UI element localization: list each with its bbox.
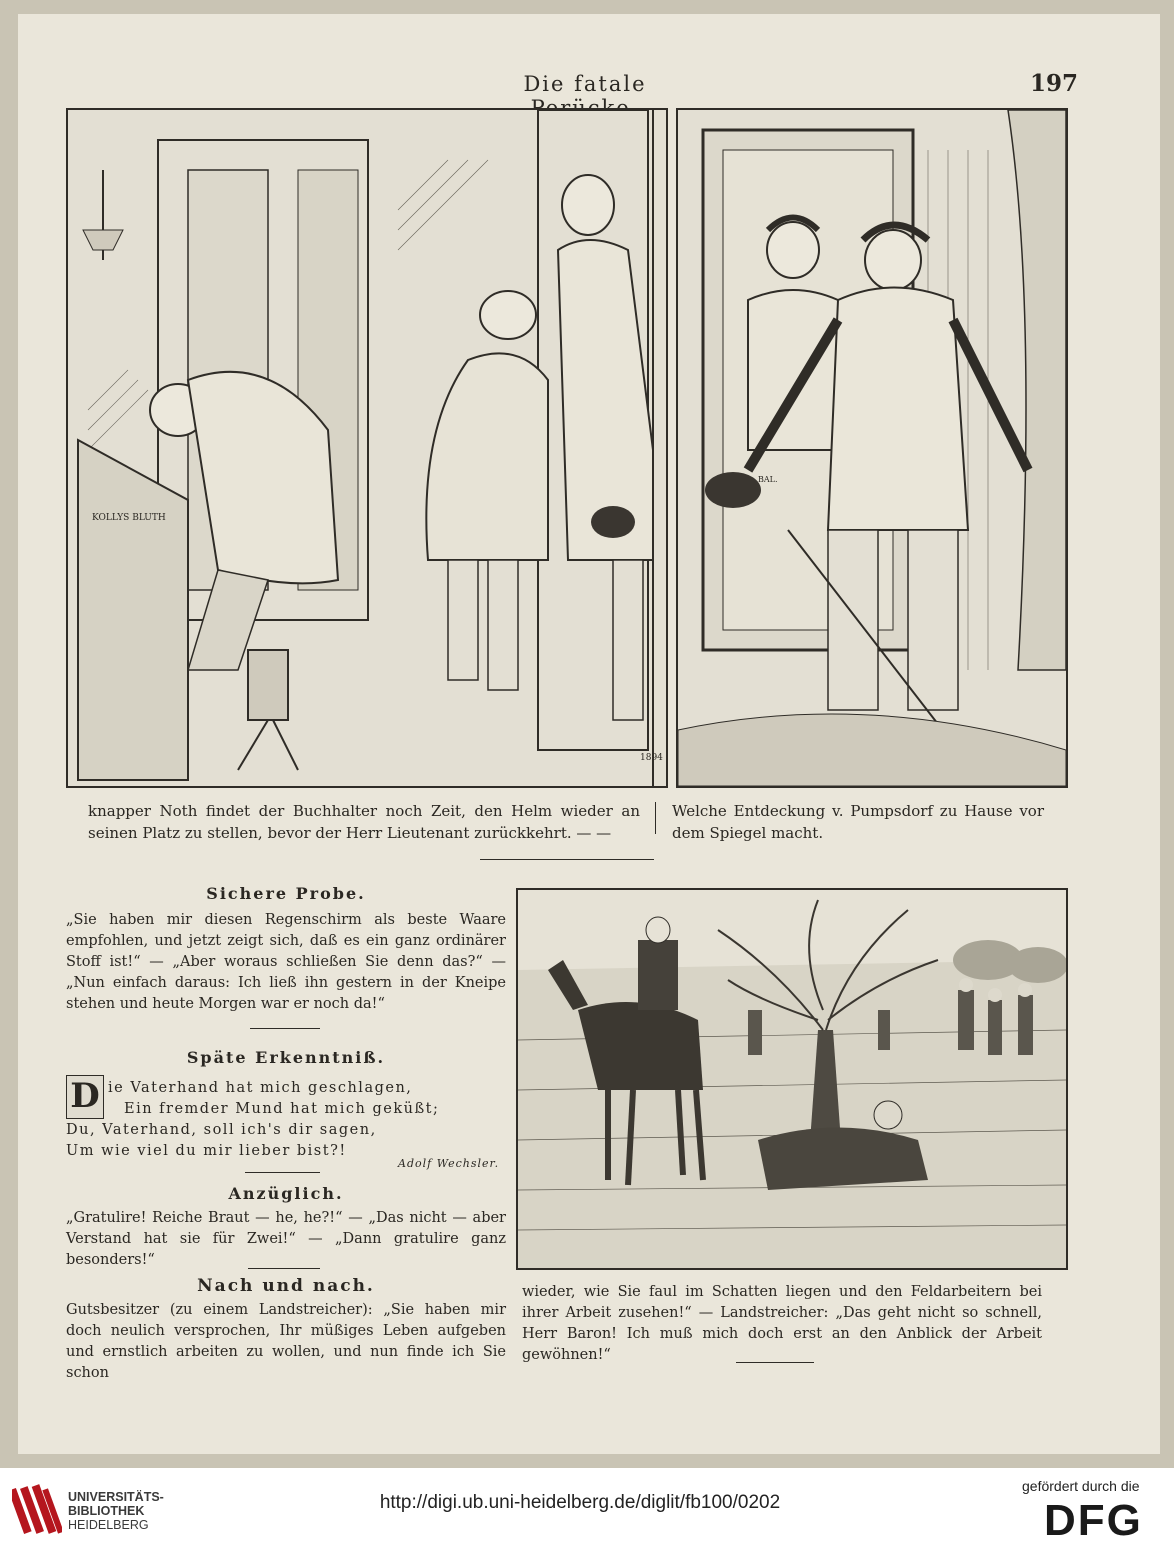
section-divider <box>250 1028 320 1029</box>
section-title-anzueglich: Anzüglich. <box>228 1184 344 1203</box>
section-text-anzueglich: „Gratulire! Reiche Braut — he, he?!“ — „Das nicht — aber Verstand hat sie für Zwei!“ — „Dann gratulire ganz besonders!“ <box>66 1210 506 1268</box>
poem-line: Ein fremder Mund hat mich geküßt; <box>124 1101 440 1117</box>
illustration-field-scene <box>516 888 1068 1270</box>
right-illustration-signature: BAL. <box>758 475 778 484</box>
library-logo-icon <box>12 1480 62 1540</box>
section-text-nach-und-nach-left: Gutsbesitzer (zu einem Landstreicher): „Sie haben mir doch neulich versprochen, Ihr müßiges Leben aufgeben und ernstlich arbeiten zu wollen, und nun finde ich Sie schon <box>66 1302 506 1381</box>
section-divider <box>736 1362 814 1363</box>
field-scene-drawing <box>518 890 1066 1268</box>
caption-divider <box>655 802 656 834</box>
source-url-link[interactable]: http://digi.ub.uni-heidelberg.de/diglit/fb100/0202 <box>379 1492 781 1513</box>
poem-line: Um wie viel du mir lieber bist?! <box>66 1143 347 1159</box>
poem-author: Adolf Wechsler. <box>398 1157 500 1170</box>
library-name-line: UNIVERSITÄTS- <box>68 1490 164 1504</box>
dfg-logo: DFG <box>1044 1496 1143 1545</box>
section-text-sichere-probe: „Sie haben mir diesen Regenschirm als beste Waare empfohlen, und jetzt zeigt sich, daß es ein ganz ordinärer Stoff ist!“ — „Aber woraus schließen Sie denn das?“ — „Nun einfach daraus: Ich ließ ihn gestern in der Kneipe stehen und heute Morgen war er noch da!“ <box>66 912 506 1012</box>
section-title-spaete-erkenntniss: Späte Erkenntniß. <box>186 1048 386 1067</box>
poem <box>66 1078 440 1162</box>
library-name-line: BIBLIOTHEK <box>68 1504 145 1518</box>
mirror-scene-drawing <box>678 110 1066 786</box>
section-title-nach-und-nach: Nach und nach. <box>197 1276 375 1296</box>
funded-by-label: gefördert durch die <box>1022 1478 1140 1494</box>
caption-right: Welche Entdeckung v. Pumpsdorf zu Hause vor dem Spiegel macht. <box>672 802 1044 842</box>
poem-dropcap: D <box>66 1075 104 1119</box>
section-divider <box>248 1268 320 1269</box>
poem-line: Du, Vaterhand, soll ich's dir sagen, <box>66 1122 377 1138</box>
library-name-line: HEIDELBERG <box>68 1518 149 1532</box>
illustration-office-scene <box>66 108 668 788</box>
library-name <box>68 1490 164 1532</box>
page-number: 197 <box>1030 70 1079 97</box>
ledger-label: KOLLYS BLUTH <box>92 513 166 523</box>
section-divider <box>245 1172 320 1173</box>
left-illustration-signature: 1894 <box>640 753 663 763</box>
section-divider <box>480 859 654 860</box>
illustration-mirror-scene <box>676 108 1068 788</box>
caption-left: knapper Noth findet der Buchhalter noch Zeit, den Helm wieder an seinen Platz zu stellen, bevor der Herr Lieutenant zurückkehrt. — — <box>88 802 640 842</box>
page-title: Die fatale <box>523 72 647 96</box>
poem-line: ie Vaterhand hat mich geschlagen, <box>108 1080 413 1096</box>
office-scene-drawing <box>68 110 666 786</box>
section-title-sichere-probe: Sichere Probe. <box>206 884 366 903</box>
footer-bar <box>0 1468 1174 1552</box>
section-text-nach-und-nach-right: wieder, wie Sie faul im Schatten liegen und den Feldarbeitern bei ihrer Arbeit zusehen!“ — Landstreicher: „Das geht nicht so schnell, Herr Baron! Ich muß mich doch erst an den Anblick der Arbeit gewöhnen!“ <box>522 1284 1042 1363</box>
